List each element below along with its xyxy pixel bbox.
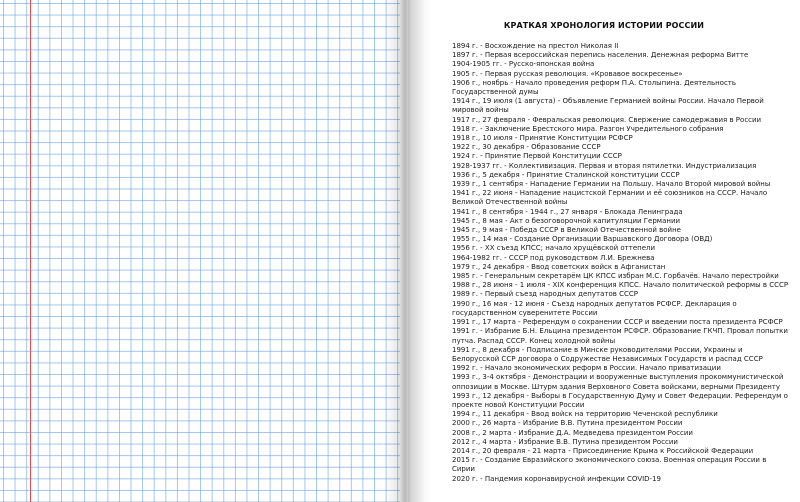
list-item: 1939 г., 1 сентября - Нападение Германии на Польшу. Начало Второй мировой войны bbox=[452, 180, 771, 189]
list-item: 1928-1937 гг. - Коллективизация. Первая и вторая пятилетки. Индустриализация bbox=[452, 161, 757, 170]
chronology-list bbox=[452, 42, 790, 484]
list-item: 1918 г., 10 июля - Принятие Конституции РСФСР bbox=[452, 134, 633, 143]
list-item: 2014 г., 20 февраля - 21 марта - Присоединение Крыма к Российской Федерации bbox=[452, 446, 754, 455]
list-item: 1955 г., 14 мая - Создание Организации Варшавского Договора (ОВД) bbox=[452, 235, 713, 244]
list-item: 1945 г., 9 мая - Победа СССР в Великой Отечественной войне bbox=[452, 226, 681, 235]
list-item: 1993 г., 12 декабря - Выборы в Государственную Думу и Совет Федерации. Референдум о проекте новой Конституции России bbox=[452, 391, 788, 409]
list-item: 1941 г., 8 сентября - 1944 г., 27 января - Блокада Ленинграда bbox=[452, 207, 683, 216]
list-item: 1904-1905 гг. - Русско-японская война bbox=[452, 60, 595, 69]
list-item: 2015 г. - Создание Евразийского экономического союза. Военная операция России в Сирии bbox=[452, 456, 767, 474]
list-item: 1917 г., 27 февраля - Февральская революция. Свержение самодержавия в России bbox=[452, 115, 762, 124]
list-item: 1979 г., 24 декабря - Ввод советских войск в Афганистан bbox=[452, 262, 666, 271]
list-item: 2020 г. - Пандемия коронавирусной инфекции COVID-19 bbox=[452, 474, 661, 483]
list-item: 2000 г., 26 марта - Избрание В.В. Путина президентом России bbox=[452, 419, 683, 428]
list-item: 1945 г., 8 мая - Акт о безоговорочной капитуляции Германии bbox=[452, 216, 681, 225]
list-item: 1956 г. - XX съезд КПСС; начало хрущёвской оттепели bbox=[452, 244, 656, 253]
list-item: 1922 г., 30 декабря - Образование СССР bbox=[452, 143, 601, 152]
list-item: 1990 г., 16 мая - 12 июня - Съезд народных депутатов РСФСР. Декларация о государственном суверенитете России bbox=[452, 299, 737, 317]
list-item: 1924 г. - Принятие Первой Конституции СССР bbox=[452, 152, 622, 161]
margin-line bbox=[30, 0, 31, 502]
list-item: 1964-1982 гг. - СССР под руководством Л.И. Брежнева bbox=[452, 253, 655, 262]
book-gutter-shadow bbox=[385, 0, 425, 502]
list-item: 2008 г., 2 марта - Избрание Д.А. Медведева президентом России bbox=[452, 428, 693, 437]
list-item: 1994 г., 11 декабря - Ввод войск на территорию Чеченской республики bbox=[452, 410, 718, 419]
list-item: 1988 г., 28 июня - 1 июля - XIX конференция КПСС. Начало политической реформы в СССР bbox=[452, 281, 789, 290]
list-item: 1936 г., 5 декабря - Принятие Сталинской конституции СССР bbox=[452, 170, 680, 179]
page-title: КРАТКАЯ ХРОНОЛОГИЯ ИСТОРИИ РОССИИ bbox=[503, 21, 705, 30]
list-item: 1906 г., ноябрь - Начало проведения реформ П.А. Столыпина. Деятельность Государственной думы bbox=[452, 78, 736, 97]
list-item: 1894 г. - Восхождение на престол Николая II bbox=[452, 42, 619, 50]
list-item: 1905 г. - Первая русская революция. «Кровавое воскресенье» bbox=[452, 69, 683, 78]
list-item: 1993 г., 3-4 октября - Демонстрации и вооруженные выступления прокоммунистической оппозиции в Москве. Штурм здания Верховного Совета войсками, верными Президенту bbox=[452, 373, 784, 391]
list-item: 1992 г. - Начало экономических реформ в России. Начало приватизации bbox=[452, 364, 721, 373]
list-item: 1941 г., 22 июня - Нападение нацистской Германии и её союзников на СССР. Начало Великой Отечественной войны bbox=[452, 189, 768, 207]
list-item: 1914 г., 19 июля (1 августа) - Объявление Германией войны России. Начало Первой мировой войны bbox=[452, 97, 764, 115]
list-item: 2012 г., 4 марта - Избрание В.В. Путина президентом России bbox=[452, 437, 678, 446]
list-item: 1897 г. - Первая всероссийская перепись населения. Денежная реформа Витте bbox=[452, 51, 749, 60]
text-page bbox=[408, 0, 800, 502]
list-item: 1991 г. - Избрание Б.Н. Ельцина президентом РСФСР. Образование ГКЧП. Провал попытки путча. Распад СССР. Конец холодной войны bbox=[452, 327, 788, 345]
list-item: 1989 г. - Первый съезд народных депутатов СССР bbox=[452, 290, 638, 299]
list-item: 1991 г., 8 декабря - Подписание в Минске руководителями России, Украины и Белорусской ССР договора о Содружестве Независимых Государств и распад СССР bbox=[452, 345, 763, 363]
list-item: 1985 г. - Генеральным секретарём ЦК КПСС избран М.С. Горбачёв. Начало перестройки bbox=[452, 272, 779, 281]
list-item: 1991 г., 17 марта - Референдум о сохранении СССР и введении поста президента РСФСР bbox=[452, 318, 783, 327]
list-item: 1918 г. - Заключение Брестского мира. Разгон Учредительного собрания bbox=[452, 124, 724, 133]
